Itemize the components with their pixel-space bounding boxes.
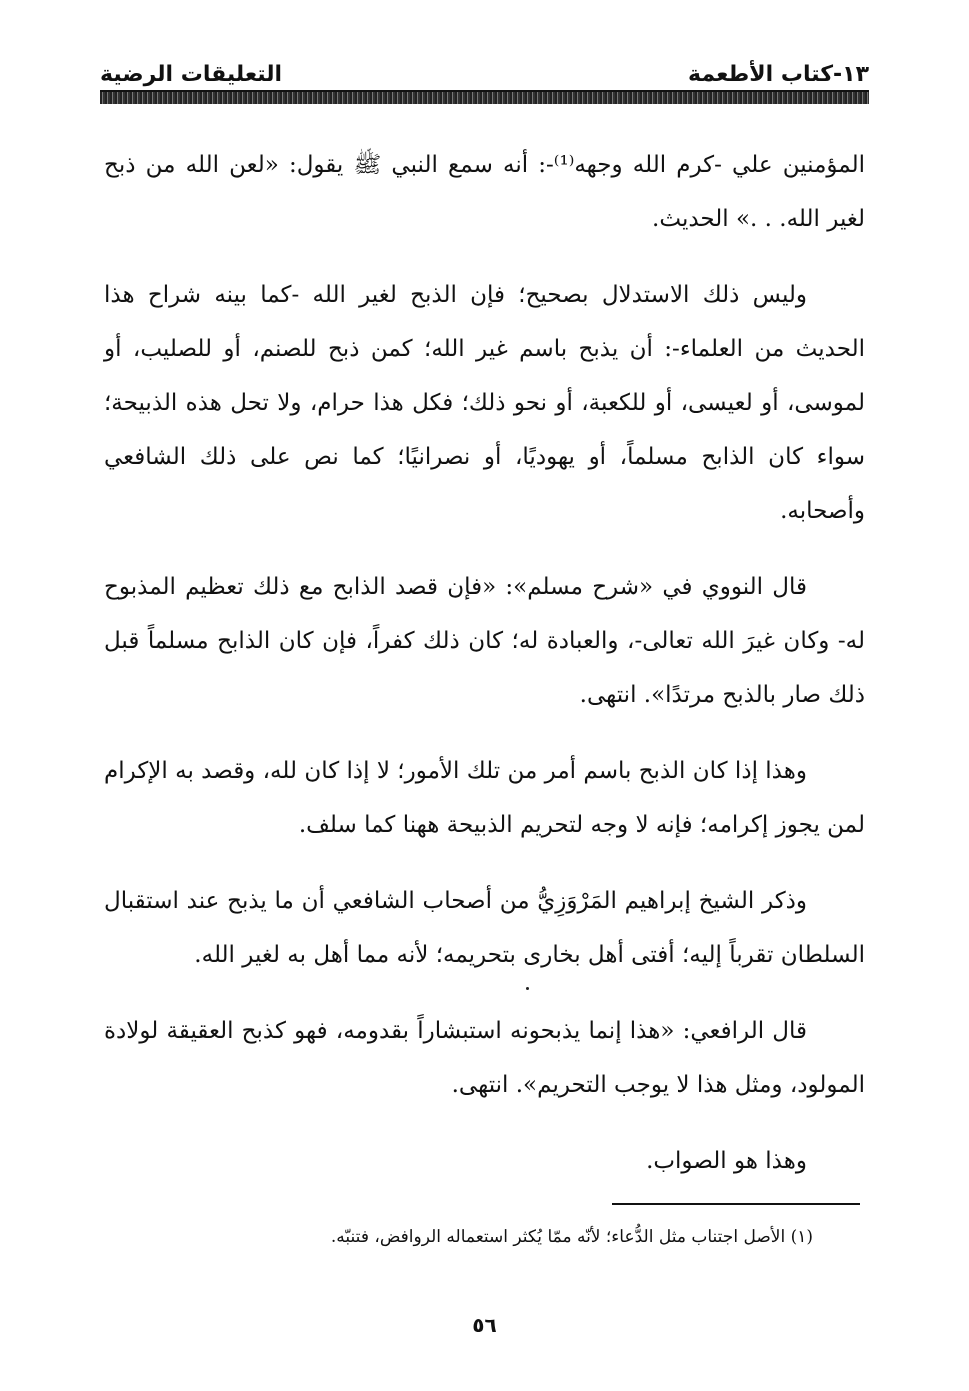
body-text — [104, 138, 865, 1210]
running-header — [100, 56, 869, 90]
footnote: (١) الأصل اجتناب مثل الدُّعاء؛ لأنّه ممّا يُكثر استعماله الروافض، فتنبّه. — [330, 1227, 813, 1247]
footnote-rule — [612, 1203, 860, 1205]
paragraph-closing: وهذا هو الصواب. — [646, 1148, 807, 1174]
paragraph: قال الرافعي: «هذا إنما يذبحونه استبشاراً بقدومه، فهو كذبح العقيقة لولادة المولود، ومثل هذا لا يوجب التحريم». انتهى. — [104, 1018, 865, 1098]
paragraph-continuation: المؤمنين علي -كرم الله وجهه⁽¹⁾-: أنه سمع النبي ﷺ يقول: «لعن الله من ذبح لغير الله. . .» الحديث. — [104, 152, 865, 232]
page-number: ٥٦ — [472, 1313, 497, 1337]
chapter-title: ١٣-كتاب الأطعمة — [688, 62, 869, 87]
paragraph: وذكر الشيخ إبراهيم المَرْوَزِيُّ من أصحاب الشافعي أن ما يذبح عند استقبال السلطان تقرباً إليه؛ أفتى أهل بخارى بتحريمه؛ لأنه مما أهل به لغير الله. — [104, 888, 865, 968]
print-speck — [526, 987, 529, 990]
paragraph: وليس ذلك الاستدلال بصحيح؛ فإن الذبح لغير الله -كما بينه شراح هذا الحديث من العلماء-: أن يذبح باسم غير الله؛ كمن ذبح للصنم، أو للصليب، أو لموسى، أو لعيسى، أو للكعبة، أو نحو ذلك؛ فكل هذا حرام، ولا تحل هذه الذبيحة؛ سواء كان الذابح مسلماً، أو يهوديًا، أو نصرانيًا؛ كما نص على ذلك الشافعي وأصحابه. — [104, 282, 865, 524]
book-title: التعليقات الرضية — [100, 62, 283, 87]
paragraph: وهذا إذا كان الذبح باسم أمر من تلك الأمور؛ لا إذا كان لله، وقصد به الإكرام لمن يجوز إكرامه؛ فإنه لا وجه لتحريم الذبيحة ههنا كما سلف. — [104, 758, 865, 838]
paragraph: قال النووي في «شرح مسلم»: «فإن قصد الذابح مع ذلك تعظيم المذبوح له- وكان غيرَ الله تعالى-، والعبادة له؛ كان ذلك كفراً، فإن كان الذابح مسلماً قبل ذلك صار بالذبح مرتدًا». انتهى. — [104, 574, 865, 708]
header-rule — [100, 90, 869, 104]
